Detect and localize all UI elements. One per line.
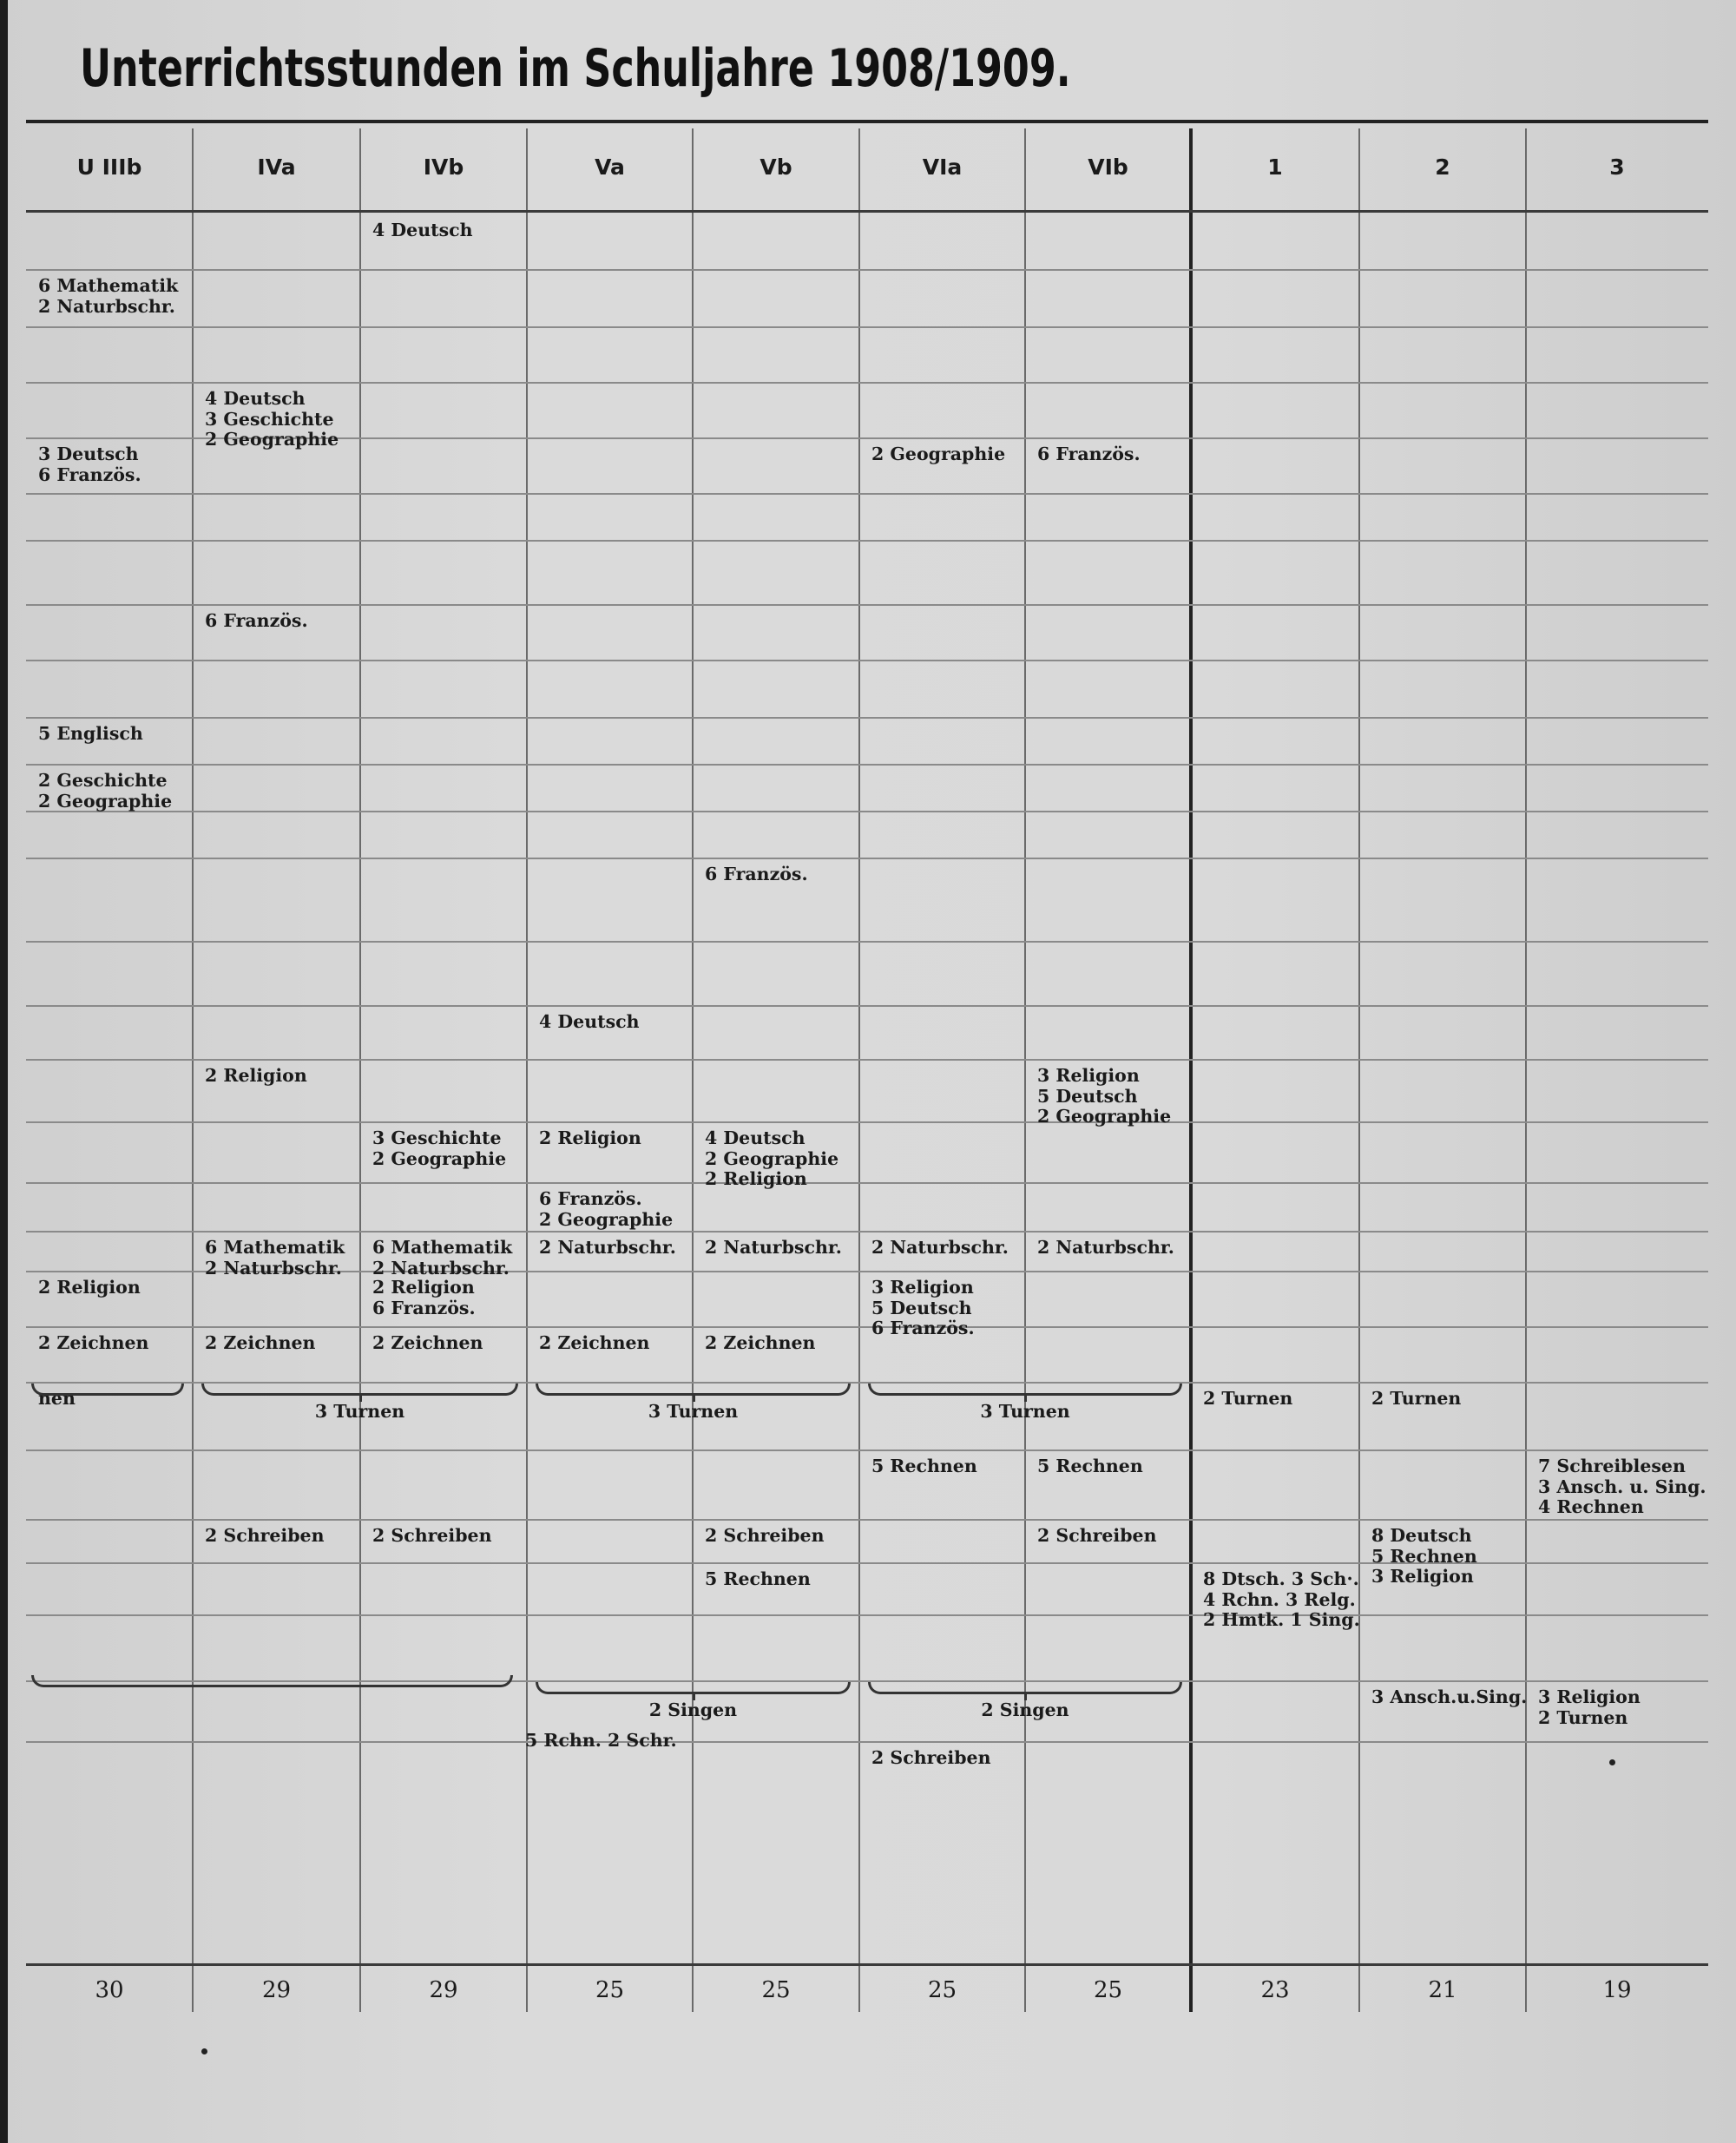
totals-rule	[26, 1963, 1708, 1966]
column-divider-vline	[192, 128, 194, 2012]
column-total-9: 21	[1428, 1977, 1457, 2003]
column-divider-vline	[692, 128, 694, 2012]
lesson-line: 6 Französ.	[705, 864, 808, 884]
lesson-cell	[1037, 1238, 1174, 1259]
print-speck	[201, 2048, 207, 2054]
span-label: 3 Turnen	[980, 1401, 1070, 1422]
span-brace	[868, 1682, 1182, 1694]
lesson-cell	[539, 1333, 649, 1354]
lesson-line: 2 Geographie	[38, 790, 173, 812]
lesson-line: 2 Schreiben	[871, 1747, 991, 1768]
lesson-cell	[871, 1238, 1009, 1259]
lesson-cell	[372, 1333, 483, 1354]
lesson-line: 2 Religion	[38, 1277, 141, 1298]
lesson-line: 6 Französ.	[539, 1188, 642, 1209]
lesson-line: 3 Religion	[1538, 1686, 1641, 1707]
lesson-line: 3 Religion	[1371, 1566, 1474, 1587]
row-rule	[26, 1182, 1708, 1184]
lesson-line: 6 Französ.	[38, 463, 141, 485]
lesson-cell	[1371, 1389, 1461, 1410]
lesson-cell	[1037, 1066, 1171, 1127]
row-rule	[26, 1614, 1708, 1616]
lesson-line: 4 Deutsch	[372, 220, 473, 240]
lesson-line: 4 Rechnen	[1538, 1496, 1644, 1517]
lesson-line: 2 Zeichnen	[205, 1332, 316, 1353]
row-rule	[26, 811, 1708, 812]
lesson-line: 2 Naturbschr.	[539, 1237, 676, 1258]
lesson-line: 6 Mathematik	[205, 1237, 345, 1258]
lesson-line: 3 Religion	[1037, 1065, 1140, 1086]
lesson-line: 6 Französ.	[871, 1318, 975, 1338]
column-total-4: 25	[595, 1977, 625, 2003]
lesson-line: 5 Rechnen	[705, 1568, 811, 1589]
lesson-line: 2 Geographie	[1037, 1106, 1172, 1127]
lesson-cell	[1203, 1389, 1292, 1410]
lesson-cell	[705, 1238, 842, 1259]
lesson-cell	[372, 220, 473, 241]
lesson-line: 8 Deutsch	[1371, 1525, 1472, 1546]
column-total-1: 30	[95, 1977, 124, 2003]
lesson-line: 4 Rchn. 3 Relg.	[1203, 1588, 1356, 1610]
lesson-line: 2 Schreiben	[205, 1525, 325, 1546]
lesson-line: 4 Deutsch	[205, 388, 306, 409]
row-rule	[26, 1741, 1708, 1743]
span-label: 2 Singen	[648, 1699, 738, 1720]
span-label: 3 Turnen	[314, 1401, 405, 1422]
divider-heavy-vline	[1189, 128, 1193, 2012]
lesson-line: 2 Turnen	[1371, 1388, 1462, 1409]
column-divider-vline	[1358, 128, 1360, 2012]
lesson-line: 2 Geographie	[871, 444, 1006, 464]
row-rule	[26, 941, 1708, 943]
span-brace	[201, 1384, 518, 1396]
lesson-cell	[372, 1238, 512, 1279]
lesson-line: 2 Schreiben	[705, 1525, 825, 1546]
span-brace	[31, 1384, 184, 1396]
lesson-cell	[1538, 1687, 1641, 1728]
lesson-line: 2 Zeichnen	[539, 1332, 650, 1353]
lesson-cell	[1037, 444, 1141, 465]
row-rule	[26, 1449, 1708, 1451]
lesson-line: 2 Naturbschr.	[705, 1237, 842, 1258]
lesson-line: 5 Rechnen	[1371, 1545, 1477, 1567]
row-rule	[26, 604, 1708, 606]
lesson-cell	[1371, 1687, 1527, 1708]
lesson-line: 3 Geschichte	[372, 1127, 502, 1148]
row-rule	[26, 1231, 1708, 1233]
column-divider-vline	[359, 128, 361, 2012]
lesson-line: 7 Schreiblesen	[1538, 1456, 1686, 1476]
lesson-line: 6 Französ.	[372, 1297, 476, 1318]
lesson-cell	[38, 771, 172, 812]
lesson-line: 2 Geographie	[539, 1208, 674, 1230]
lesson-cell	[539, 1238, 676, 1259]
column-total-2: 29	[261, 1977, 292, 2003]
column-header-2: IVa	[257, 154, 296, 180]
column-total-6: 25	[927, 1977, 957, 2003]
lesson-cell	[205, 611, 308, 632]
row-rule	[26, 326, 1708, 328]
lesson-line: 5 Deutsch	[1037, 1085, 1138, 1107]
lesson-cell	[871, 444, 1005, 465]
column-total-10: 19	[1602, 1977, 1632, 2003]
header-rule	[26, 210, 1708, 213]
lesson-line: 2 Turnen	[1203, 1388, 1293, 1409]
print-speck	[1609, 1759, 1615, 1765]
lesson-line: 2 Naturbschr.	[205, 1257, 342, 1279]
row-rule	[26, 540, 1708, 542]
lesson-cell	[372, 1526, 492, 1547]
span-label: 3 Turnen	[648, 1401, 739, 1422]
column-total-8: 23	[1260, 1977, 1290, 2003]
column-header-9: 2	[1435, 154, 1450, 180]
column-header-1: U IIIb	[76, 154, 142, 180]
lesson-line: 2 Schreiben	[372, 1525, 492, 1546]
row-rule	[26, 1326, 1708, 1328]
lesson-line: nen	[38, 1388, 76, 1409]
lesson-cell	[1037, 1456, 1143, 1477]
lesson-cell	[705, 864, 808, 885]
title-rule	[26, 120, 1708, 123]
row-rule	[26, 717, 1708, 719]
lesson-line: 2 Geographie	[705, 1147, 839, 1169]
lesson-line: 8 Dtsch. 3 Sch·.	[1203, 1568, 1359, 1589]
lesson-cell	[539, 1012, 640, 1033]
lesson-line: 6 Mathematik	[372, 1237, 513, 1258]
row-rule	[26, 1121, 1708, 1123]
span-brace	[31, 1675, 513, 1687]
lesson-cell	[1203, 1569, 1360, 1631]
span-brace	[868, 1384, 1182, 1396]
column-header-5: Vb	[760, 154, 792, 180]
column-total-5: 25	[761, 1977, 791, 2003]
lesson-line: 2 Geographie	[205, 429, 339, 450]
column-header-10: 3	[1609, 154, 1625, 180]
lesson-cell	[871, 1748, 991, 1769]
lesson-line: 2 Zeichnen	[372, 1332, 483, 1353]
lesson-line: 2 Naturbschr.	[38, 295, 175, 317]
lesson-cell	[38, 444, 141, 485]
row-rule	[26, 1059, 1708, 1061]
lesson-line: 2 Religion	[539, 1127, 641, 1148]
lesson-cell	[539, 1189, 673, 1230]
lesson-cell	[705, 1333, 815, 1354]
lesson-line: 2 Geschichte	[38, 770, 168, 791]
lesson-line: 2 Schreiben	[1037, 1525, 1157, 1546]
lesson-cell	[705, 1128, 838, 1190]
lesson-cell	[1538, 1456, 1706, 1518]
page-title: Unterrichtsstunden im Schuljahre 1908/1909.	[80, 38, 1071, 99]
lesson-line: 3 Ansch.u.Sing.	[1371, 1686, 1528, 1707]
column-total-7: 25	[1093, 1977, 1123, 2003]
lesson-line: 3 Geschichte	[205, 408, 334, 430]
row-rule	[26, 764, 1708, 766]
row-rule	[26, 382, 1708, 384]
row-rule	[26, 1005, 1708, 1007]
column-header-8: 1	[1267, 154, 1283, 180]
lesson-cell	[205, 1333, 315, 1354]
lesson-line: 2 Naturbschr.	[871, 1237, 1009, 1258]
lesson-line: 5 Rechnen	[1037, 1456, 1143, 1476]
extra-label: 5 Rchn. 2 Schr.	[525, 1730, 677, 1751]
lesson-cell	[705, 1526, 825, 1547]
row-rule	[26, 269, 1708, 271]
row-rule	[26, 858, 1708, 859]
lesson-line: 2 Zeichnen	[38, 1332, 149, 1353]
lesson-line: 6 Französ.	[205, 610, 308, 631]
column-header-7: VIb	[1088, 154, 1128, 180]
lesson-line: 2 Geographie	[372, 1147, 507, 1169]
span-label: 2 Singen	[981, 1699, 1069, 1720]
column-header-6: VIa	[922, 154, 963, 180]
lesson-cell	[1037, 1526, 1157, 1547]
lesson-cell	[871, 1278, 975, 1339]
row-rule	[26, 1519, 1708, 1521]
lesson-cell	[205, 1238, 345, 1279]
lesson-cell	[1371, 1526, 1477, 1588]
lesson-cell	[871, 1456, 977, 1477]
lesson-line: 4 Deutsch	[705, 1127, 806, 1148]
lesson-line: 2 Zeichnen	[705, 1332, 816, 1353]
row-rule	[26, 660, 1708, 661]
lesson-line: 5 Deutsch	[871, 1297, 972, 1318]
lesson-cell	[705, 1569, 811, 1590]
span-brace	[536, 1384, 851, 1396]
column-total-3: 29	[429, 1977, 458, 2003]
lesson-cell	[38, 1333, 148, 1354]
lesson-line: 2 Hmtk. 1 Sing.	[1203, 1609, 1360, 1630]
lesson-line: 3 Religion	[871, 1277, 974, 1298]
lesson-cell	[38, 724, 143, 745]
lesson-cell	[372, 1128, 506, 1169]
lesson-cell	[539, 1128, 641, 1149]
lesson-line: 2 Naturbschr.	[1037, 1237, 1174, 1258]
lesson-line: 3 Ansch. u. Sing.	[1538, 1476, 1706, 1497]
column-divider-vline	[1525, 128, 1527, 2012]
lesson-cell	[205, 389, 339, 450]
lesson-cell	[205, 1066, 307, 1087]
span-brace	[536, 1682, 851, 1694]
lesson-line: 2 Religion	[205, 1065, 307, 1086]
lesson-line: 6 Mathematik	[38, 275, 179, 296]
lesson-line: 5 Englisch	[38, 723, 143, 744]
lesson-line: 4 Deutsch	[539, 1011, 640, 1032]
column-header-4: Va	[595, 154, 625, 180]
lesson-line: 6 Französ.	[1037, 444, 1141, 464]
lesson-cell	[38, 276, 178, 317]
lesson-line: 2 Turnen	[1538, 1706, 1628, 1728]
lesson-cell	[372, 1278, 476, 1318]
column-divider-vline	[1024, 128, 1026, 2012]
lesson-line: 3 Deutsch	[38, 444, 139, 464]
lesson-cell	[38, 1278, 141, 1298]
lesson-line: 5 Rechnen	[871, 1456, 977, 1476]
lesson-line: 2 Naturbschr.	[372, 1257, 510, 1279]
lesson-line: 2 Religion	[372, 1277, 475, 1298]
row-rule	[26, 493, 1708, 495]
page-edge-shadow	[0, 0, 8, 2143]
column-divider-vline	[858, 128, 860, 2012]
lesson-line: 2 Religion	[705, 1168, 807, 1189]
lesson-cell	[205, 1526, 325, 1547]
column-header-3: IVb	[423, 154, 464, 180]
